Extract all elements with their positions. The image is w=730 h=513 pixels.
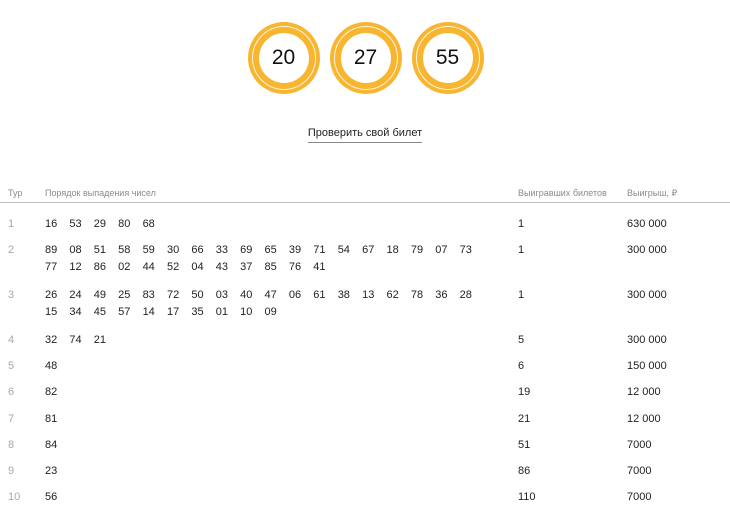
drawn-number: 68 [142,218,155,230]
drawn-number: 49 [93,289,107,301]
drawn-number: 21 [93,334,107,346]
drawn-number: 28 [459,289,472,301]
drawn-number: 38 [337,289,350,301]
prize-amount: 7000 [627,491,652,503]
drawn-balls [0,22,730,94]
drawn-number: 30 [166,244,180,256]
drawn-number: 86 [93,261,107,273]
prize-amount: 630 000 [627,218,667,230]
drawn-number: 29 [93,218,107,230]
drawn-number: 72 [166,289,180,301]
drawn-number: 48 [45,360,58,372]
tour-number: 6 [8,386,15,398]
drawn-number: 66 [191,244,204,256]
prize-amount: 12 000 [627,413,661,425]
drawn-number: 04 [191,261,204,273]
drawn-number: 50 [191,289,204,301]
drawn-number: 80 [118,218,131,230]
ball-number: 20 [259,33,309,83]
ball [412,22,484,94]
drawn-number: 82 [45,386,58,398]
drawn-number: 18 [386,244,399,256]
drawn-number: 54 [337,244,350,256]
drawn-number: 09 [264,306,277,318]
drawn-numbers [45,332,495,349]
drawn-number: 53 [69,218,82,230]
drawn-number: 57 [118,306,131,318]
drawn-number: 71 [313,244,326,256]
drawn-number: 41 [313,261,326,273]
drawn-number: 85 [264,261,277,273]
drawn-numbers [45,358,495,375]
header-numbers: Порядок выпадения чисел [45,188,156,198]
header-winners: Выигравших билетов [518,188,607,198]
drawn-number: 52 [166,261,180,273]
drawn-numbers [45,287,495,321]
prize-amount: 150 000 [627,360,667,372]
drawn-numbers [45,411,495,428]
prize-amount: 12 000 [627,386,661,398]
drawn-numbers [45,242,495,276]
check-ticket-container [0,127,730,143]
drawn-number: 40 [240,289,253,301]
tour-number: 2 [8,244,15,256]
drawn-number: 08 [69,244,82,256]
winners-count: 1 [518,244,525,256]
winners-count: 19 [518,386,531,398]
drawn-number: 78 [410,289,424,301]
drawn-number: 51 [93,244,107,256]
tour-number: 9 [8,465,15,477]
drawn-number: 84 [45,439,58,451]
tour-number: 5 [8,360,15,372]
drawn-numbers [45,384,495,401]
drawn-number: 44 [142,261,155,273]
tour-number: 1 [8,218,15,230]
check-ticket-link[interactable]: Проверить свой билет [308,127,422,143]
drawn-number: 43 [215,261,228,273]
drawn-number: 37 [240,261,253,273]
drawn-number: 83 [142,289,155,301]
drawn-number: 03 [215,289,228,301]
drawn-number: 06 [288,289,302,301]
drawn-number: 73 [459,244,472,256]
drawn-number: 13 [362,289,375,301]
winners-count: 1 [518,218,525,230]
header-tour: Тур [8,188,23,198]
drawn-number: 23 [45,465,58,477]
drawn-numbers [45,463,495,480]
drawn-number: 56 [45,491,58,503]
tour-number: 10 [8,491,21,503]
ball [248,22,320,94]
prize-amount: 7000 [627,465,652,477]
winners-count: 51 [518,439,531,451]
tour-number: 7 [8,413,15,425]
drawn-numbers [45,489,495,506]
drawn-number: 81 [45,413,58,425]
ball-number: 27 [341,33,391,83]
drawn-number: 45 [93,306,107,318]
drawn-number: 25 [118,289,131,301]
drawn-number: 74 [69,334,82,346]
header-prize: Выигрыш, ₽ [627,188,678,198]
drawn-number: 02 [118,261,131,273]
prize-amount: 300 000 [627,244,667,256]
drawn-number: 10 [240,306,253,318]
winners-count: 1 [518,289,525,301]
drawn-number: 76 [288,261,302,273]
winners-count: 5 [518,334,525,346]
drawn-number: 39 [288,244,302,256]
drawn-number: 15 [45,306,58,318]
results-table [0,184,730,503]
drawn-number: 65 [264,244,277,256]
drawn-number: 24 [69,289,82,301]
tour-number: 3 [8,289,15,301]
tour-number: 8 [8,439,15,451]
winners-count: 110 [518,491,536,503]
drawn-number: 01 [215,306,228,318]
drawn-number: 35 [191,306,204,318]
ball-number: 55 [423,33,473,83]
drawn-number: 16 [45,218,58,230]
ball [330,22,402,94]
drawn-number: 47 [264,289,277,301]
drawn-number: 62 [386,289,399,301]
drawn-number: 59 [142,244,155,256]
table-header [0,184,730,203]
drawn-number: 34 [69,306,82,318]
drawn-number: 79 [410,244,424,256]
drawn-number: 69 [240,244,253,256]
prize-amount: 7000 [627,439,652,451]
drawn-number: 36 [435,289,448,301]
prize-amount: 300 000 [627,334,667,346]
drawn-number: 58 [118,244,131,256]
drawn-numbers [45,437,495,454]
drawn-number: 77 [45,261,58,273]
drawn-number: 17 [166,306,180,318]
tour-number: 4 [8,334,15,346]
winners-count: 21 [518,413,531,425]
drawn-number: 32 [45,334,58,346]
drawn-numbers [45,216,495,233]
drawn-number: 12 [69,261,82,273]
drawn-number: 67 [362,244,375,256]
winners-count: 86 [518,465,531,477]
drawn-number: 07 [435,244,448,256]
winners-count: 6 [518,360,525,372]
drawn-number: 89 [45,244,58,256]
drawn-number: 14 [142,306,155,318]
drawn-number: 61 [313,289,326,301]
drawn-number: 26 [45,289,58,301]
prize-amount: 300 000 [627,289,667,301]
drawn-number: 33 [215,244,228,256]
